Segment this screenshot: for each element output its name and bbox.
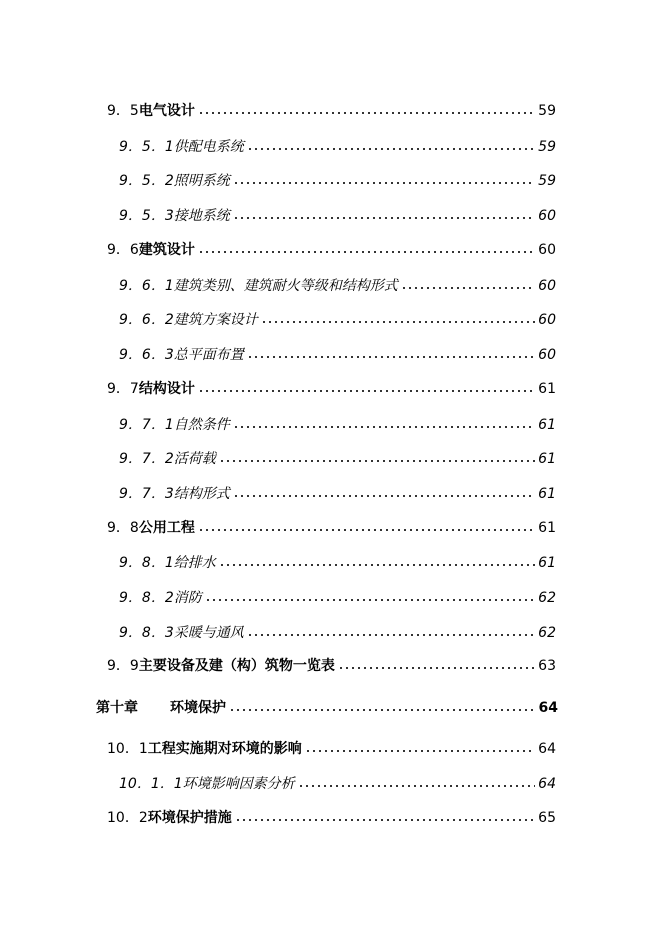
toc-entry[interactable] — [119, 138, 556, 156]
toc-entry[interactable] — [107, 809, 556, 827]
toc-page-number: 62 — [538, 590, 556, 606]
dot-leader — [401, 278, 535, 290]
dot-leader — [198, 520, 535, 532]
toc-number: 9．5．1 — [119, 139, 174, 155]
toc-page-number: 60 — [538, 278, 556, 294]
toc-entry[interactable] — [107, 740, 556, 758]
toc-title: 环境保护 — [170, 700, 226, 716]
toc-number: 9．8．3 — [119, 625, 174, 641]
toc-page-number: 61 — [538, 520, 556, 536]
toc-title: 接地系统 — [173, 208, 230, 224]
toc-page-number: 60 — [538, 347, 556, 363]
toc-number: 9．6．1 — [119, 278, 174, 294]
toc-number: 9．7 — [107, 381, 139, 397]
dot-leader — [229, 700, 536, 712]
toc-page-number: 64 — [538, 776, 556, 792]
toc-number: 9．8．1 — [119, 555, 174, 571]
toc-entry[interactable] — [119, 346, 556, 364]
toc-page-number: 60 — [538, 242, 556, 258]
toc-entry[interactable] — [119, 277, 556, 295]
toc-entry[interactable] — [119, 450, 556, 468]
dot-leader — [219, 555, 535, 567]
dot-leader — [198, 103, 535, 115]
toc-entry[interactable] — [119, 624, 556, 642]
toc-title: 活荷载 — [173, 451, 216, 467]
dot-leader — [233, 417, 535, 429]
toc-title: 照明系统 — [173, 173, 230, 189]
toc-page-number: 61 — [538, 381, 556, 397]
toc-page-number: 62 — [538, 625, 556, 641]
toc-entry[interactable] — [107, 102, 556, 120]
toc-page-number: 61 — [538, 451, 556, 467]
toc-page-number: 59 — [538, 173, 556, 189]
toc-entry[interactable] — [107, 241, 556, 259]
toc-title: 总平面布置 — [173, 347, 244, 363]
toc-title: 消防 — [173, 590, 202, 606]
dot-leader — [219, 451, 535, 463]
toc-number: 9．6．3 — [119, 347, 174, 363]
dot-leader — [247, 139, 535, 151]
toc-title: 主要设备及建（构）筑物一览表 — [138, 658, 335, 674]
toc-title: 建筑设计 — [138, 242, 195, 258]
toc-number: 9．6 — [107, 242, 139, 258]
toc-entry[interactable] — [119, 311, 556, 329]
toc-entry[interactable] — [119, 172, 556, 190]
toc-title: 采暖与通风 — [173, 625, 244, 641]
toc-title: 供配电系统 — [173, 139, 244, 155]
dot-leader — [298, 776, 536, 788]
dot-leader — [233, 486, 535, 498]
toc-title: 给排水 — [173, 555, 216, 571]
toc-entry[interactable] — [119, 775, 556, 793]
toc-page-number: 60 — [538, 312, 556, 328]
toc-entry[interactable] — [119, 207, 556, 225]
toc-title: 结构形式 — [173, 486, 230, 502]
toc-number: 9．9 — [107, 658, 139, 674]
toc-title: 电气设计 — [138, 103, 195, 119]
toc-number: 10．2 — [107, 810, 148, 826]
toc-title: 公用工程 — [138, 520, 195, 536]
toc-number: 10．1．1 — [119, 776, 183, 792]
toc-number: 9．7．2 — [119, 451, 174, 467]
toc-number: 9．8．2 — [119, 590, 174, 606]
toc-page-number: 61 — [538, 417, 556, 433]
dot-leader — [233, 173, 535, 185]
dot-leader — [261, 312, 535, 324]
dot-leader — [233, 208, 535, 220]
toc-page-number: 61 — [538, 486, 556, 502]
dot-leader — [198, 242, 535, 254]
toc-chapter-number: 第十章 — [96, 700, 138, 716]
toc-title: 建筑方案设计 — [173, 312, 258, 328]
toc-page-number: 64 — [538, 700, 558, 716]
toc-entry[interactable] — [119, 554, 556, 572]
toc-page-number: 63 — [538, 658, 556, 674]
dot-leader — [235, 810, 535, 822]
toc-title: 自然条件 — [173, 417, 230, 433]
toc-page-number: 60 — [538, 208, 556, 224]
toc-number: 9．7．3 — [119, 486, 174, 502]
toc-number: 9．6．2 — [119, 312, 174, 328]
dot-leader — [198, 381, 535, 393]
toc-page-number: 61 — [538, 555, 556, 571]
toc-title: 结构设计 — [138, 381, 195, 397]
toc-entry[interactable] — [119, 416, 556, 434]
toc-title: 建筑类别、建筑耐火等级和结构形式 — [173, 278, 398, 294]
toc-number: 9．7．1 — [119, 417, 174, 433]
toc-entry[interactable] — [119, 589, 556, 607]
toc-entry[interactable] — [119, 485, 556, 503]
toc-entry[interactable] — [107, 657, 556, 675]
toc-number: 9．5．2 — [119, 173, 174, 189]
toc-title: 环境影响因素分析 — [182, 776, 295, 792]
toc-title: 环境保护措施 — [147, 810, 232, 826]
toc-chapter-entry[interactable] — [96, 699, 558, 717]
dot-leader — [247, 347, 535, 359]
toc-entry[interactable] — [107, 380, 556, 398]
toc-page-number: 64 — [538, 741, 556, 757]
toc-number: 9．5．3 — [119, 208, 174, 224]
toc-entry[interactable] — [107, 519, 556, 537]
toc-number: 10．1 — [107, 741, 148, 757]
toc-number: 9．8 — [107, 520, 139, 536]
toc-page-number: 59 — [538, 139, 556, 155]
dot-leader — [305, 741, 535, 753]
toc-title: 工程实施期对环境的影响 — [147, 741, 302, 757]
dot-leader — [247, 625, 535, 637]
dot-leader — [338, 658, 535, 670]
toc-number: 9．5 — [107, 103, 139, 119]
toc-page-number: 59 — [538, 103, 556, 119]
dot-leader — [205, 590, 535, 602]
toc-page-number: 65 — [538, 810, 556, 826]
